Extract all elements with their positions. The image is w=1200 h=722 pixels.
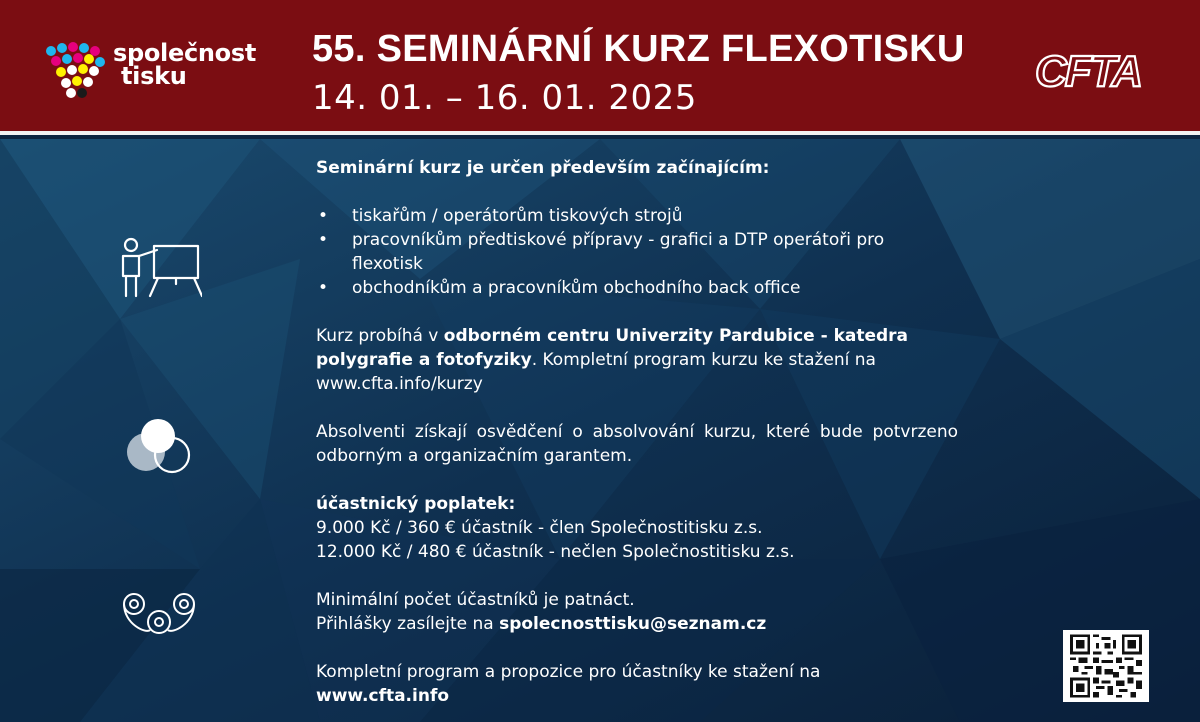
application-line (316, 612, 958, 636)
logo-line-1: společnost (113, 39, 257, 67)
venue-text-end: . Kompletní program kurzu ke stažení na www.cfta.info/kurzy (316, 350, 876, 394)
seminar-description (316, 156, 958, 708)
list-item: • obchodníkům a pracovníkům obchodního back office (316, 276, 958, 300)
qr-code[interactable] (1063, 630, 1149, 702)
list-item: • pracovníkům předtiskové přípravy - grafici a DTP operátoři pro flexotisk (316, 228, 958, 276)
application-text: Přihlášky zasílejte na (316, 614, 500, 634)
application-email[interactable]: spolecnosttisku@seznam.cz (499, 614, 767, 634)
program-text: Kompletní program a propozice pro účastníky ke stažení na (316, 662, 821, 682)
venue-name: odborném centru Univerzity Pardubice - katedra polygrafie a fotofyziky (316, 326, 909, 370)
print-rollers-icon (120, 590, 198, 636)
overlapping-circles-icon (124, 418, 194, 474)
spolecnost-tisku-logo-text (113, 39, 257, 90)
logo-line-2: tisku (121, 62, 187, 90)
certificate-paragraph: Absolventi získají osvědčení o absolvování kurzu, které bude potvrzeno odborným a organizačním garantem. (316, 422, 958, 466)
presenter-icon (118, 236, 202, 300)
qr-code-icon (1070, 634, 1142, 698)
program-url[interactable]: www.cfta.info (316, 686, 450, 706)
audience-intro: Seminární kurz je určen především začínajícím: (316, 158, 770, 178)
fee-nonmember: 12.000 Kč / 480 € účastník - nečlen Společnostitisku z.s. (316, 542, 795, 562)
event-dates: 14. 01. – 16. 01. 2025 (312, 78, 697, 118)
fee-member: 9.000 Kč / 360 € účastník - člen Společnostitisku z.s. (316, 518, 763, 538)
spolecnost-tisku-logo-icon (44, 42, 116, 102)
fee-heading: účastnický poplatek: (316, 494, 516, 514)
minimum-participants: Minimální počet účastníků je patnáct. (316, 590, 635, 610)
header-banner (0, 0, 1200, 135)
audience-list (316, 204, 958, 300)
cfta-logo-text: CFTA (1034, 50, 1142, 92)
venue-paragraph (316, 324, 958, 396)
venue-text-start: Kurz probíhá v (316, 326, 444, 346)
list-item: • tiskařům / operátorům tiskových strojů (316, 204, 958, 228)
event-title: 55. SEMINÁRNÍ KURZ FLEXOTISKU (312, 28, 965, 70)
cfta-logo-icon (1024, 50, 1152, 92)
